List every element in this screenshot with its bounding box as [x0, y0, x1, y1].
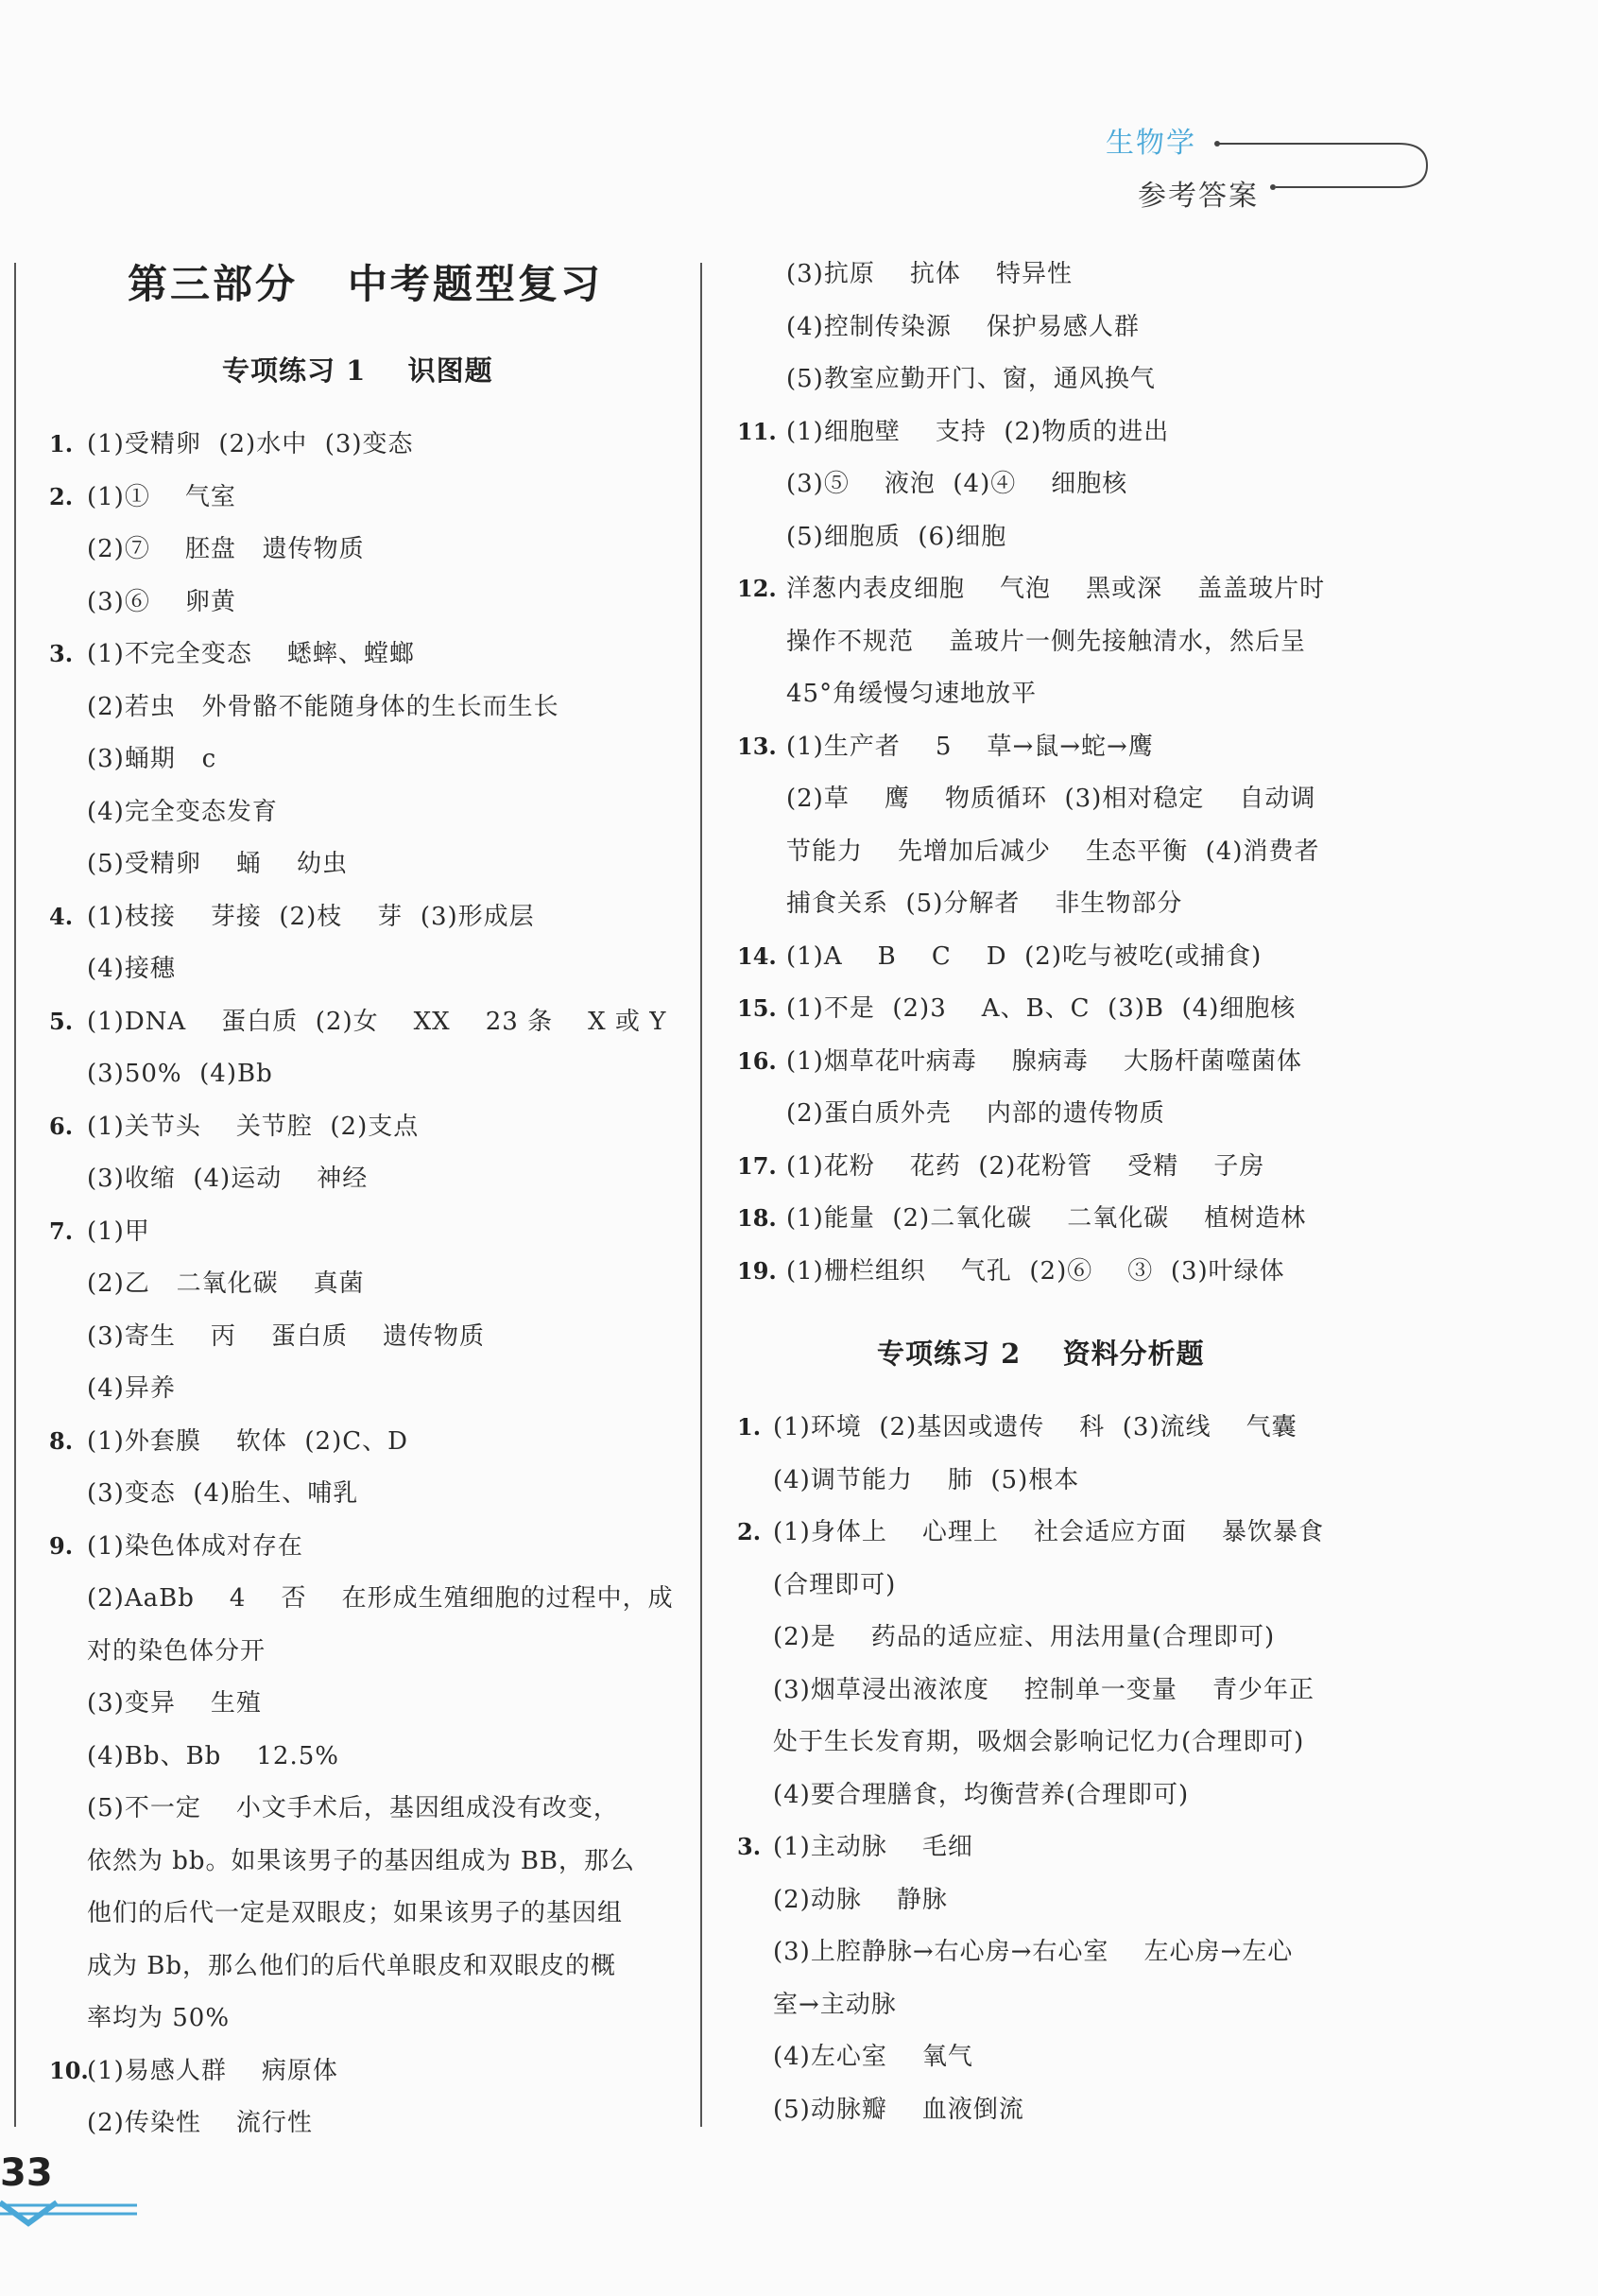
answer-line: (3)烟草浸出液浓度 控制单一变量 青少年正 — [773, 1675, 1314, 1704]
answer-line: (1)染色体成对存在 — [87, 1531, 303, 1561]
answer-line: (2)乙 二氧化碳 真菌 — [87, 1269, 365, 1298]
answer-line: 洋葱内表皮细胞 气泡 黑或深 盖盖玻片时 — [786, 575, 1326, 603]
answer-line: 对的染色体分开 — [87, 1636, 266, 1666]
answer-line: 操作不规范 盖玻片一侧先接触清水，然后呈 — [786, 627, 1307, 656]
answer-line: (1)栅栏组织 气孔 (2)⑥ ③ (3)叶绿体 — [786, 1256, 1285, 1286]
section-title-1: 专项练习 1 识图题 — [222, 354, 493, 387]
answer-line: (1)枝接 芽接 (2)枝 芽 (3)形成层 — [87, 902, 535, 931]
question-number: 9. — [49, 1531, 74, 1560]
header-bracket — [1399, 144, 1427, 187]
answer-line: (1)烟草花叶病毒 腺病毒 大肠杆菌噬菌体 — [786, 1046, 1302, 1076]
answer-line: (2)传染性 流行性 — [87, 2109, 313, 2137]
answer-line: (4)要合理膳食，均衡营养(合理即可) — [773, 1780, 1190, 1809]
answer-line: 捕食关系 (5)分解者 非生物部分 — [786, 889, 1183, 918]
answer-line: (4)接穗 — [87, 955, 176, 983]
answer-line: (5)细胞质 (6)细胞 — [786, 522, 1007, 551]
answer-line: (5)不一定 小文手术后，基因组成没有改变， — [87, 1794, 619, 1822]
answer-line: (2)⑦ 胚盘 遗传物质 — [87, 535, 365, 563]
question-number: 1. — [737, 1413, 762, 1441]
answer-line: (1)甲 — [87, 1217, 150, 1246]
header-subject: 生物学 — [1106, 127, 1196, 160]
part-title: 第三部分 中考题型复习 — [128, 261, 603, 307]
question-number: 14. — [737, 941, 777, 970]
answer-line: (1)花粉 花药 (2)花粉管 受精 子房 — [786, 1151, 1265, 1181]
answer-line: (3)蛹期 c — [87, 745, 217, 773]
question-number: 4. — [49, 902, 74, 930]
answer-line: 处于生长发育期，吸烟会影响记忆力(合理即可) — [773, 1728, 1305, 1756]
answer-line: (1)不是 (2)3 A、B、C (3)B (4)细胞核 — [786, 994, 1297, 1023]
question-number: 17. — [737, 1151, 777, 1180]
answer-line: (4)调节能力 肺 (5)根本 — [773, 1465, 1080, 1494]
answer-line: (1)身体上 心理上 社会适应方面 暴饮暴食 — [773, 1518, 1325, 1546]
question-number: 3. — [737, 1833, 762, 1860]
answer-line: (3)50% (4)Bb — [87, 1060, 273, 1088]
answer-line: 45°角缓慢匀速地放平 — [786, 680, 1038, 708]
question-number: 5. — [49, 1007, 74, 1035]
question-number: 13. — [737, 732, 777, 760]
answer-line: (1)关节头 关节腔 (2)支点 — [87, 1112, 420, 1141]
answer-line: (1)A B C D (2)吃与被吃(或捕食) — [786, 941, 1263, 971]
answer-line: (4)左心室 氧气 — [773, 2043, 973, 2071]
question-number: 6. — [49, 1112, 74, 1140]
answer-line: (4)完全变态发育 — [87, 797, 278, 826]
answer-line: (4)Bb、Bb 12.5% — [87, 1741, 339, 1770]
answer-line: 成为 Bb，那么他们的后代单眼皮和双眼皮的概 — [87, 1951, 617, 1980]
answer-line: 节能力 先增加后减少 生态平衡 (4)消费者 — [786, 837, 1320, 866]
question-number: 1. — [49, 430, 74, 457]
answer-line: (4)异养 — [87, 1374, 176, 1403]
question-number: 15. — [737, 994, 777, 1022]
answer-line: (1)细胞壁 支持 (2)物质的进出 — [786, 417, 1170, 446]
answer-line: 他们的后代一定是双眼皮；如果该男子的基因组 — [87, 1899, 624, 1927]
question-number: 8. — [49, 1426, 74, 1455]
question-number: 2. — [49, 482, 74, 510]
header-subtitle: 参考答案 — [1138, 180, 1259, 213]
answer-line: (5)动脉瓣 血液倒流 — [773, 2095, 1024, 2124]
answer-line: (1)DNA 蛋白质 (2)女 XX 23 条 X 或 Y — [87, 1007, 667, 1036]
question-number: 19. — [737, 1256, 777, 1285]
header-dot-top — [1214, 141, 1220, 147]
answer-line: (3)收缩 (4)运动 神经 — [87, 1165, 369, 1193]
answer-line: (2)是 药品的适应症、用法用量(合理即可) — [773, 1623, 1276, 1651]
answer-line: (2)AaBb 4 否 在形成生殖细胞的过程中，成 — [87, 1584, 674, 1613]
answer-line: 率均为 50% — [87, 2004, 231, 2032]
answer-line: (3)变态 (4)胎生、哺乳 — [87, 1479, 359, 1508]
answer-line: (3)寄生 丙 蛋白质 遗传物质 — [87, 1321, 486, 1351]
answer-line: (2)若虫 外骨骼不能随身体的生长而生长 — [87, 692, 559, 721]
section-title-2: 专项练习 2 资料分析题 — [877, 1338, 1205, 1370]
question-number: 7. — [49, 1217, 74, 1245]
answer-line: (1)受精卵 (2)水中 (3)变态 — [87, 430, 414, 458]
answer-line: (2)蛋白质外壳 内部的遗传物质 — [786, 1099, 1165, 1128]
question-number: 12. — [737, 575, 777, 602]
answer-line: (3)上腔静脉→右心房→右心室 左心房→左心 — [773, 1938, 1294, 1966]
answer-line: (3)⑥ 卵黄 — [87, 587, 236, 616]
answer-line: (3)变异 生殖 — [87, 1689, 262, 1718]
answer-line: 依然为 bb。如果该男子的基因组成为 BB，那么 — [87, 1846, 636, 1875]
page-number: 33 — [0, 2151, 53, 2195]
question-number: 10. — [49, 2056, 89, 2084]
question-number: 3. — [49, 640, 74, 667]
answer-line: (1)易感人群 病原体 — [87, 2056, 338, 2085]
answer-line: (1)生产者 5 草→鼠→蛇→鹰 — [786, 732, 1154, 761]
answer-line: (1)能量 (2)二氧化碳 二氧化碳 植树造林 — [786, 1204, 1307, 1233]
question-number: 11. — [737, 417, 777, 445]
question-number: 16. — [737, 1046, 777, 1075]
answer-line: (合理即可) — [773, 1570, 897, 1599]
answer-line: (1)环境 (2)基因或遗传 科 (3)流线 气囊 — [773, 1413, 1297, 1441]
answer-line: (1)主动脉 毛细 — [773, 1833, 973, 1861]
answer-line: (1)外套膜 软体 (2)C、D — [87, 1426, 408, 1456]
answer-line: (5)受精卵 蛹 幼虫 — [87, 850, 348, 878]
answer-line: (5)教室应勤开门、窗，通风换气 — [786, 365, 1156, 393]
question-number: 18. — [737, 1204, 777, 1232]
answer-line: (3)⑤ 液泡 (4)④ 细胞核 — [786, 470, 1128, 498]
answer-line: (2)动脉 静脉 — [773, 1885, 948, 1914]
answer-line: 室→主动脉 — [773, 1990, 897, 2019]
question-number: 2. — [737, 1518, 762, 1545]
answer-line: (1)不完全变态 蟋蟀、螳螂 — [87, 640, 415, 668]
answer-line: (3)抗原 抗体 特异性 — [786, 260, 1073, 288]
answer-line: (1)① 气室 — [87, 482, 236, 511]
header-dot-bottom — [1270, 184, 1276, 190]
answer-line: (2)草 鹰 物质循环 (3)相对稳定 自动调 — [786, 785, 1316, 813]
answer-line: (4)控制传染源 保护易感人群 — [786, 312, 1140, 341]
